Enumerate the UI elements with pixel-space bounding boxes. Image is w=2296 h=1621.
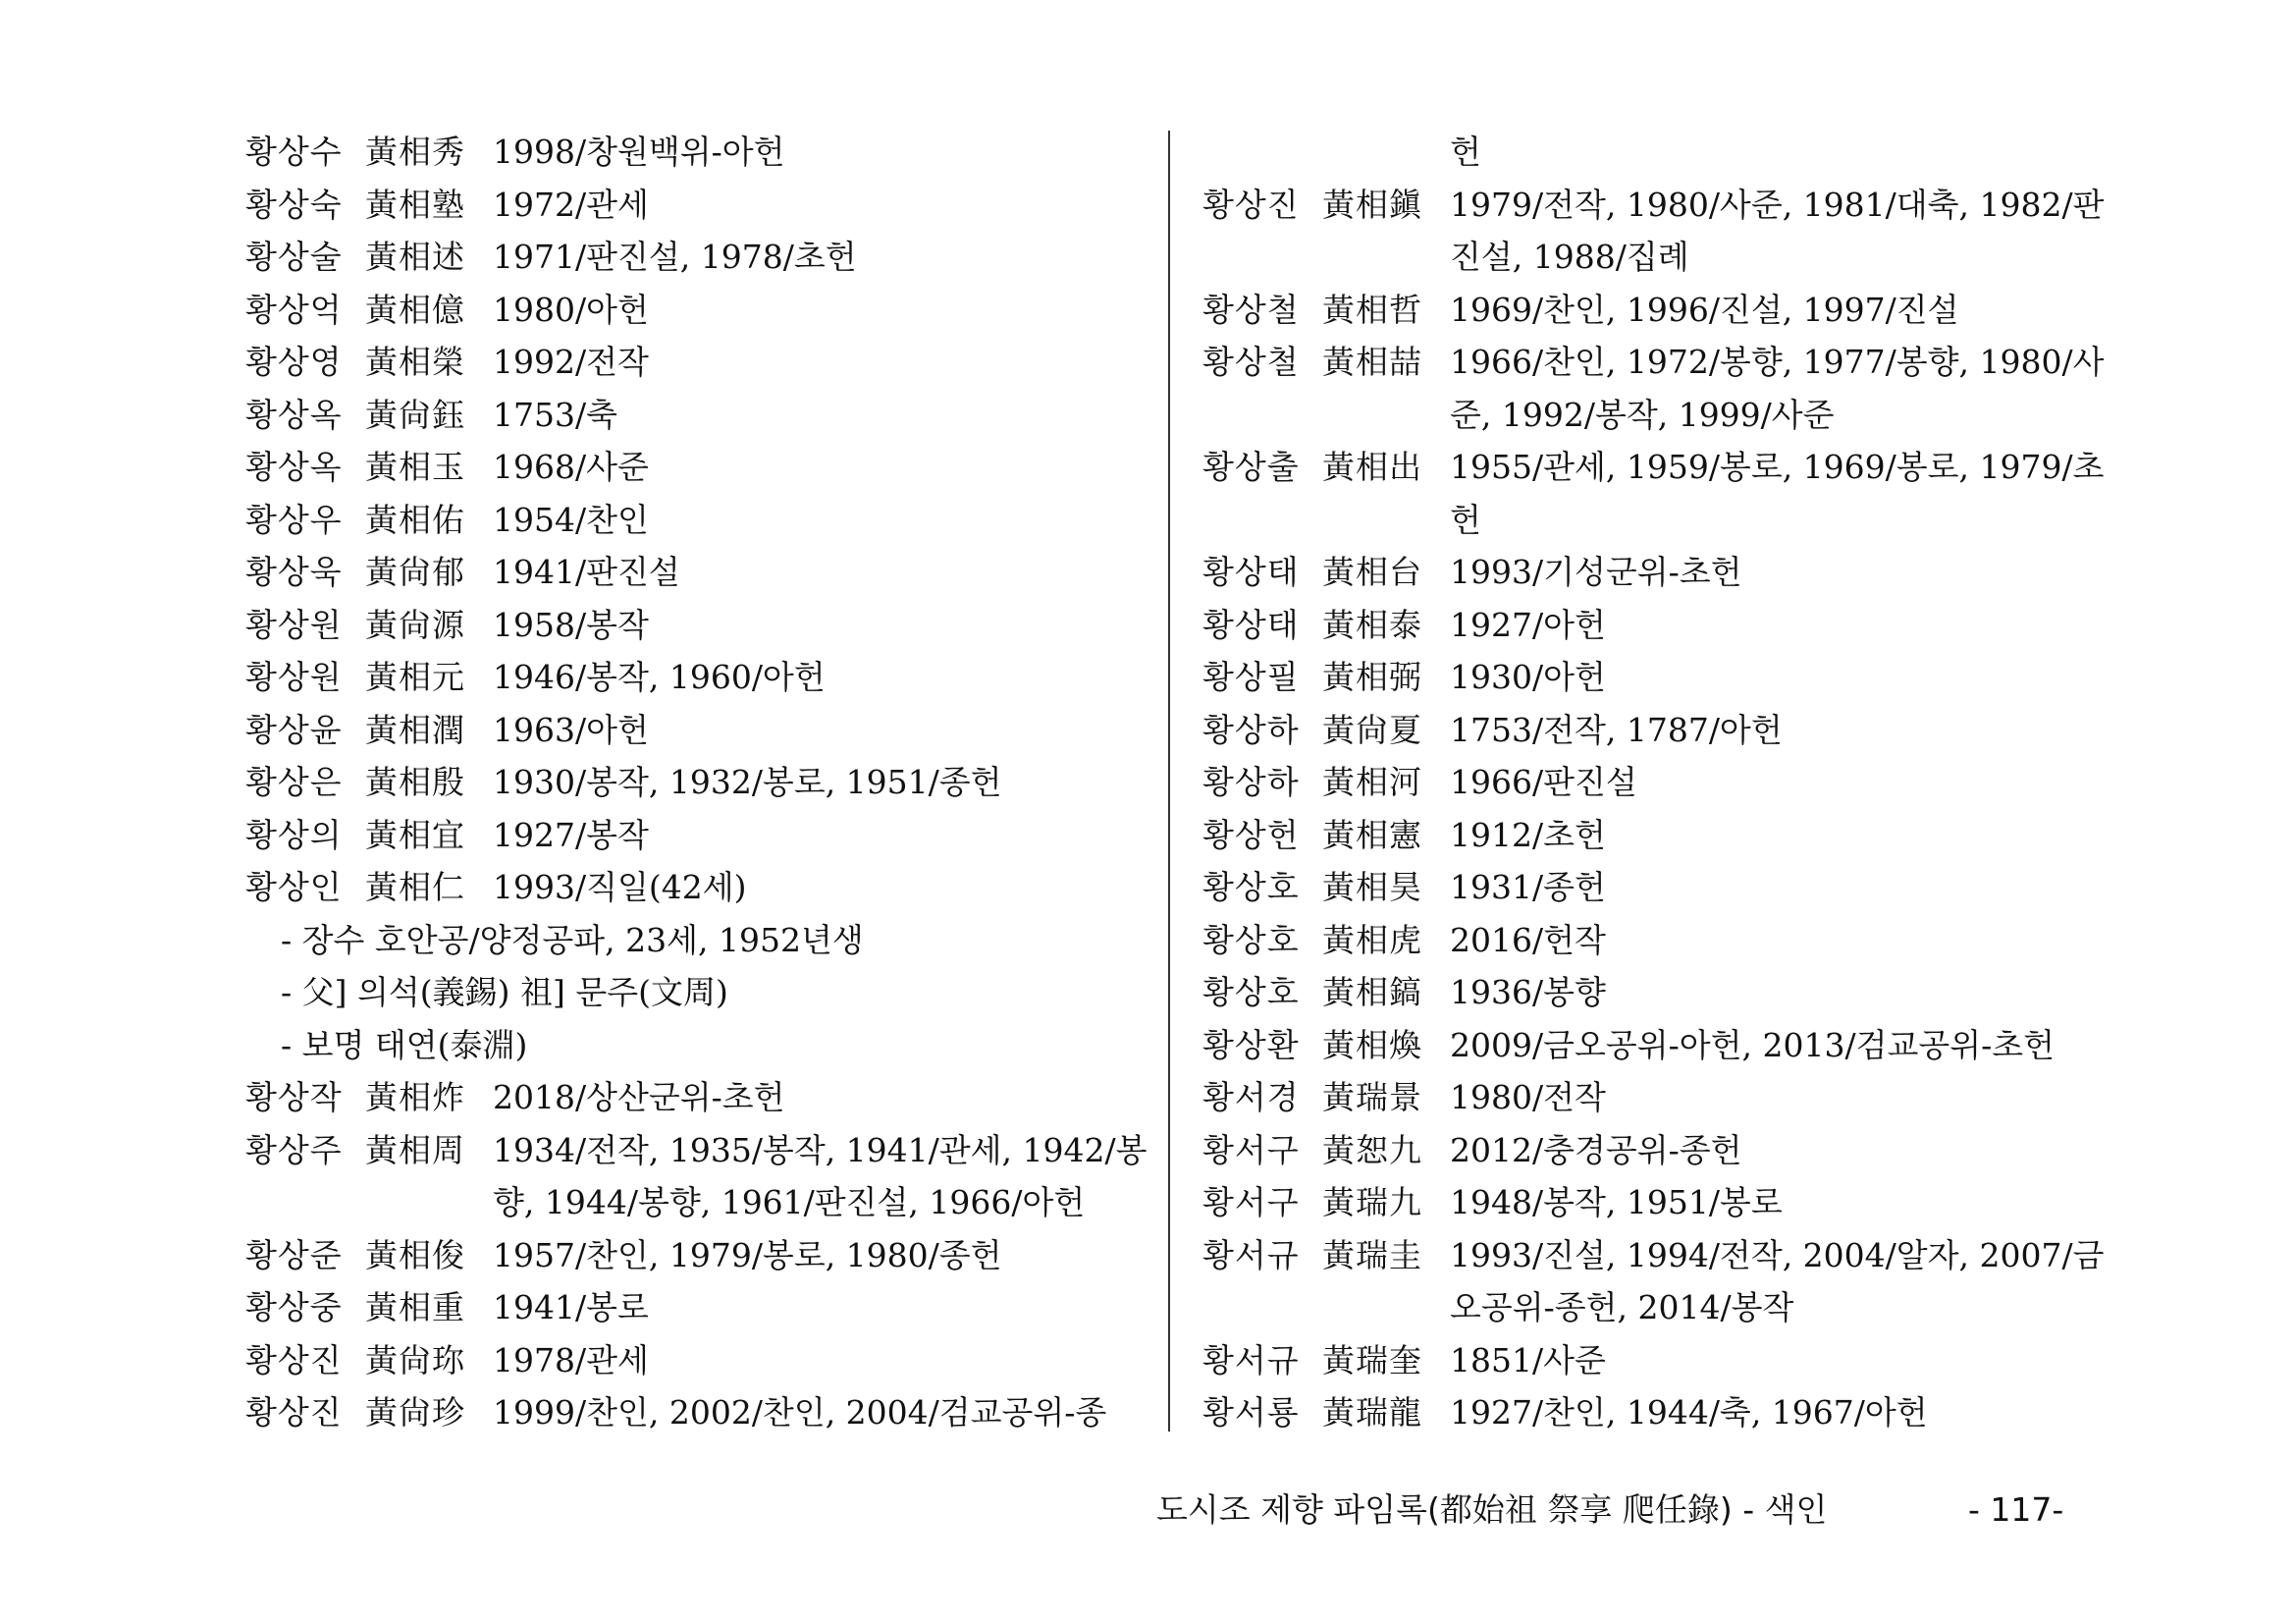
ritual-records: 1927/봉작 — [493, 815, 649, 854]
ritual-records: 진설, 1988/집례 — [1450, 238, 1689, 276]
ritual-records: 1980/아헌 — [493, 290, 649, 329]
hanja-name: 黃相河 — [1322, 763, 1422, 801]
hangul-name: 황상숙 — [245, 185, 343, 224]
hanja-name: 黃瑞景 — [1322, 1078, 1422, 1116]
ritual-records: 1912/초헌 — [1450, 815, 1606, 854]
hangul-name: 황상욱 — [245, 553, 343, 591]
index-entry — [245, 1334, 1158, 1387]
hangul-name: 황상호 — [1202, 973, 1300, 1011]
index-entry — [245, 861, 1158, 914]
hangul-name: 황서룡 — [1202, 1393, 1300, 1432]
index-entry — [1202, 914, 2106, 967]
hangul-name: 황상진 — [245, 1393, 343, 1432]
index-entry — [245, 126, 1158, 179]
hanja-name: 黃相台 — [1322, 553, 1422, 591]
ritual-records: 1927/찬인, 1944/축, 1967/아헌 — [1450, 1393, 1928, 1432]
hangul-name: 황상호 — [1202, 868, 1300, 906]
ritual-records: 오공위-종헌, 2014/봉작 — [1450, 1288, 1794, 1326]
index-entry — [1202, 861, 2106, 914]
hanja-name: 黃恕九 — [1322, 1130, 1422, 1169]
index-entry — [1202, 599, 2106, 652]
ritual-records: 1936/봉향 — [1450, 973, 1606, 1011]
entry-note — [245, 914, 1158, 967]
hangul-name: 황상출 — [1202, 448, 1300, 486]
hanja-name: 黃相虎 — [1322, 920, 1422, 959]
index-entry — [1202, 1071, 2106, 1124]
ritual-records: 1972/관세 — [493, 185, 649, 224]
hangul-name: 황서구 — [1202, 1130, 1300, 1169]
hanja-name: 黃相仁 — [365, 868, 465, 906]
hangul-name: 황상주 — [245, 1130, 343, 1169]
ritual-records: 1931/종헌 — [1450, 868, 1606, 906]
ritual-records: 1993/기성군위-초헌 — [1450, 553, 1742, 591]
right-index-column — [1202, 126, 2106, 1439]
ritual-records: 1948/봉작, 1951/봉로 — [1450, 1183, 1783, 1221]
hanja-name: 黃相秀 — [365, 133, 465, 171]
index-entry — [245, 284, 1158, 337]
hanja-name: 黃相鎬 — [1322, 973, 1422, 1011]
entry-continuation — [1202, 1281, 2106, 1334]
index-entry — [245, 651, 1158, 704]
ritual-records: 2016/헌작 — [1450, 920, 1606, 959]
column-divider — [1168, 131, 1170, 1432]
hangul-name: 황상술 — [245, 238, 343, 276]
index-entry — [1202, 179, 2106, 232]
hangul-name: 황서규 — [1202, 1235, 1300, 1274]
ritual-records: 헌 — [1450, 133, 1481, 171]
ritual-records: 1979/전작, 1980/사준, 1981/대축, 1982/판 — [1450, 185, 2105, 224]
index-entry — [245, 1071, 1158, 1124]
index-entry — [1202, 336, 2106, 389]
index-entry — [245, 494, 1158, 547]
index-entry — [1202, 1124, 2106, 1177]
hangul-name: 황상옥 — [245, 448, 343, 486]
ritual-records: 1955/관세, 1959/봉로, 1969/봉로, 1979/초 — [1450, 448, 2105, 486]
index-entry — [1202, 756, 2106, 809]
index-entry — [1202, 704, 2106, 757]
hanja-name: 黃相哲 — [1322, 290, 1422, 329]
index-entry — [245, 1386, 1158, 1439]
index-entry — [245, 756, 1158, 809]
index-entry — [245, 704, 1158, 757]
index-entry — [1202, 651, 2106, 704]
hanja-name: 黃尙源 — [365, 605, 465, 644]
hangul-name: 황상태 — [1202, 605, 1300, 644]
hanja-name: 黃相佑 — [365, 500, 465, 539]
ritual-records: 2012/충경공위-종헌 — [1450, 1130, 1742, 1169]
index-entry — [1202, 284, 2106, 337]
ritual-records: 1753/전작, 1787/아헌 — [1450, 710, 1783, 749]
ritual-records: 1969/찬인, 1996/진설, 1997/진설 — [1450, 290, 1959, 329]
ritual-records: 1958/봉작 — [493, 605, 649, 644]
ritual-records: 1930/봉작, 1932/봉로, 1951/종헌 — [493, 763, 1002, 801]
hanja-name: 黃相億 — [365, 290, 465, 329]
hanja-name: 黃相玉 — [365, 448, 465, 486]
hanja-name: 黃尙珎 — [365, 1340, 465, 1379]
footer-title: 도시조 제향 파임록(都始祖 祭享 爬任錄) - 색인 — [1156, 1490, 1828, 1529]
index-entry — [1202, 1229, 2106, 1282]
hanja-name: 黃相周 — [365, 1130, 465, 1169]
note-text: - 보명 태연(泰淵) — [281, 1025, 528, 1064]
entry-continuation — [1202, 231, 2106, 284]
entry-continuation — [245, 1176, 1158, 1229]
hangul-name: 황상의 — [245, 815, 343, 854]
hanja-name: 黃相重 — [365, 1288, 465, 1326]
ritual-records: 1946/봉작, 1960/아헌 — [493, 658, 826, 696]
hanja-name: 黃相述 — [365, 238, 465, 276]
ritual-records: 1993/직일(42세) — [493, 868, 747, 906]
index-entry — [245, 336, 1158, 389]
hangul-name: 황상하 — [1202, 763, 1300, 801]
index-entry — [245, 179, 1158, 232]
hanja-name: 黃尙夏 — [1322, 710, 1422, 749]
hanja-name: 黃瑞圭 — [1322, 1235, 1422, 1274]
hanja-name: 黃相俊 — [365, 1235, 465, 1274]
index-entry — [245, 389, 1158, 442]
hangul-name: 황상진 — [245, 1340, 343, 1379]
hanja-name: 黃相弼 — [1322, 658, 1422, 696]
hangul-name: 황상우 — [245, 500, 343, 539]
hangul-name: 황상태 — [1202, 553, 1300, 591]
hangul-name: 황상헌 — [1202, 815, 1300, 854]
hangul-name: 황상윤 — [245, 710, 343, 749]
hangul-name: 황상작 — [245, 1078, 343, 1116]
hangul-name: 황상인 — [245, 868, 343, 906]
note-text: - 장수 호안공/양정공파, 23세, 1952년생 — [281, 920, 864, 959]
hangul-name: 황상옥 — [245, 395, 343, 434]
ritual-records: 2018/상산군위-초헌 — [493, 1078, 785, 1116]
hanja-name: 黃相泰 — [1322, 605, 1422, 644]
hanja-name: 黃相喆 — [1322, 343, 1422, 381]
index-entry — [1202, 1334, 2106, 1387]
ritual-records: 1980/전작 — [1450, 1078, 1606, 1116]
hangul-name: 황서구 — [1202, 1183, 1300, 1221]
ritual-records: 1941/봉로 — [493, 1288, 649, 1326]
hangul-name: 황상호 — [1202, 920, 1300, 959]
hangul-name: 황상중 — [245, 1288, 343, 1326]
index-entry — [245, 809, 1158, 862]
hangul-name: 황상원 — [245, 658, 343, 696]
hangul-name: 황상억 — [245, 290, 343, 329]
index-entry — [245, 441, 1158, 494]
ritual-records: 1971/판진설, 1978/초헌 — [493, 238, 857, 276]
ritual-records: 1978/관세 — [493, 1340, 649, 1379]
index-entry — [1202, 441, 2106, 494]
entry-note — [245, 966, 1158, 1019]
hangul-name: 황상수 — [245, 133, 343, 171]
ritual-records: 1851/사준 — [1450, 1340, 1606, 1379]
index-entry — [1202, 1019, 2106, 1072]
note-text: - 父] 의석(義錫) 祖] 문주(文周) — [281, 973, 728, 1011]
entry-continuation — [1202, 389, 2106, 442]
ritual-records: 헌 — [1450, 500, 1481, 539]
ritual-records: 1966/찬인, 1972/봉향, 1977/봉향, 1980/사 — [1450, 343, 2105, 381]
hangul-name: 황상준 — [245, 1235, 343, 1274]
index-entry — [245, 1124, 1158, 1177]
entry-continuation — [1202, 126, 2106, 179]
index-entry — [1202, 1386, 2106, 1439]
ritual-records: 1968/사준 — [493, 448, 649, 486]
hanja-name: 黃相宜 — [365, 815, 465, 854]
hanja-name: 黃相昊 — [1322, 868, 1422, 906]
ritual-records: 1941/판진설 — [493, 553, 680, 591]
hanja-name: 黃相榮 — [365, 343, 465, 381]
hanja-name: 黃瑞九 — [1322, 1183, 1422, 1221]
hanja-name: 黃相出 — [1322, 448, 1422, 486]
ritual-records: 1998/창원백위-아헌 — [493, 133, 785, 171]
index-entry — [245, 231, 1158, 284]
hanja-name: 黃尙珍 — [365, 1393, 465, 1432]
hanja-name: 黃相元 — [365, 658, 465, 696]
hangul-name: 황상철 — [1202, 343, 1300, 381]
entry-continuation — [1202, 494, 2106, 547]
hanja-name: 黃尙郁 — [365, 553, 465, 591]
index-entry — [1202, 1176, 2106, 1229]
hanja-name: 黃相煥 — [1322, 1025, 1422, 1064]
ritual-records: 2009/금오공위-아헌, 2013/검교공위-초헌 — [1450, 1025, 2056, 1064]
ritual-records: 1957/찬인, 1979/봉로, 1980/종헌 — [493, 1235, 1002, 1274]
ritual-records: 1930/아헌 — [1450, 658, 1606, 696]
page-number: - 117- — [1968, 1490, 2064, 1529]
hangul-name: 황상원 — [245, 605, 343, 644]
hangul-name: 황상필 — [1202, 658, 1300, 696]
hangul-name: 황상진 — [1202, 185, 1300, 224]
hangul-name: 황서규 — [1202, 1340, 1300, 1379]
hangul-name: 황상환 — [1202, 1025, 1300, 1064]
ritual-records: 1927/아헌 — [1450, 605, 1606, 644]
hangul-name: 황상은 — [245, 763, 343, 801]
hanja-name: 黃尙鈺 — [365, 395, 465, 434]
ritual-records: 1753/축 — [493, 395, 617, 434]
index-entry — [245, 546, 1158, 599]
ritual-records: 1992/전작 — [493, 343, 649, 381]
hanja-name: 黃相殷 — [365, 763, 465, 801]
ritual-records: 1954/찬인 — [493, 500, 649, 539]
hanja-name: 黃瑞奎 — [1322, 1340, 1422, 1379]
index-entry — [1202, 809, 2106, 862]
hangul-name: 황상하 — [1202, 710, 1300, 749]
hanja-name: 黃相炸 — [365, 1078, 465, 1116]
hanja-name: 黃相憲 — [1322, 815, 1422, 854]
ritual-records: 1934/전작, 1935/봉작, 1941/관세, 1942/봉 — [493, 1130, 1148, 1169]
hangul-name: 황상철 — [1202, 290, 1300, 329]
ritual-records: 1993/진설, 1994/전작, 2004/알자, 2007/금 — [1450, 1235, 2105, 1274]
hangul-name: 황서경 — [1202, 1078, 1300, 1116]
hanja-name: 黃相鎭 — [1322, 185, 1422, 224]
hanja-name: 黃瑞龍 — [1322, 1393, 1422, 1432]
index-entry — [245, 1229, 1158, 1282]
entry-note — [245, 1019, 1158, 1072]
ritual-records: 향, 1944/봉향, 1961/판진설, 1966/아헌 — [493, 1183, 1086, 1221]
hanja-name: 黃相潤 — [365, 710, 465, 749]
index-entry — [1202, 966, 2106, 1019]
ritual-records: 준, 1992/봉작, 1999/사준 — [1450, 395, 1835, 434]
hangul-name: 황상영 — [245, 343, 343, 381]
index-entry — [245, 599, 1158, 652]
ritual-records: 1963/아헌 — [493, 710, 649, 749]
index-entry — [1202, 546, 2106, 599]
ritual-records: 1999/찬인, 2002/찬인, 2004/검교공위-종 — [493, 1393, 1107, 1432]
hanja-name: 黃相塾 — [365, 185, 465, 224]
ritual-records: 1966/판진설 — [1450, 763, 1637, 801]
left-index-column — [245, 126, 1158, 1439]
index-entry — [245, 1281, 1158, 1334]
